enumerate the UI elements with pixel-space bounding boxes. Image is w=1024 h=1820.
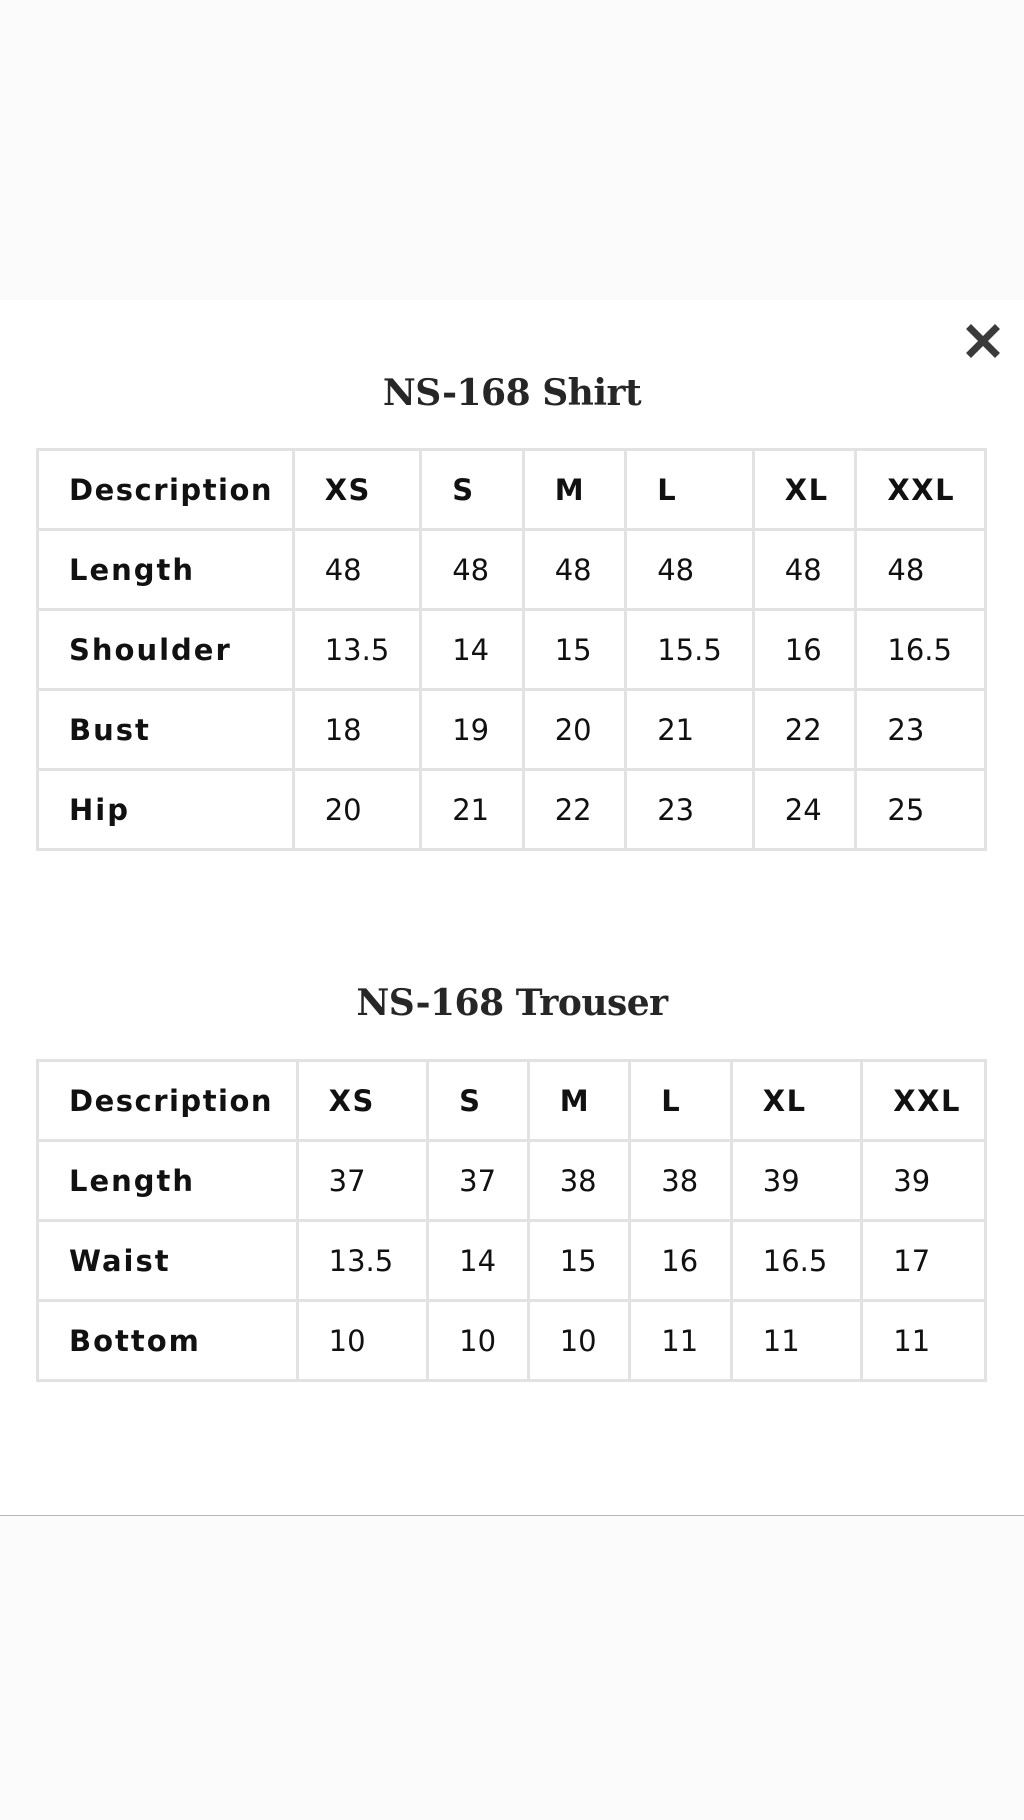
header-cell-l: L [630,1061,732,1141]
table-cell: 48 [293,530,421,610]
table-cell: 10 [297,1301,428,1381]
header-cell-xxl: XXL [862,1061,986,1141]
header-cell-description: Description [38,450,294,530]
table-cell: 14 [428,1221,529,1301]
table-cell: 14 [421,610,524,690]
header-cell-m: M [523,450,626,530]
shirt-size-table [36,448,987,851]
table-row [38,770,986,850]
table-cell: 37 [428,1141,529,1221]
table-header-row [38,450,986,530]
trouser-size-table [36,1059,987,1382]
table-header-row [38,1061,986,1141]
table-cell: 38 [630,1141,732,1221]
table-cell: 16.5 [731,1221,862,1301]
table-cell: 16.5 [856,610,986,690]
table-cell: 20 [523,690,626,770]
header-cell-s: S [428,1061,529,1141]
header-cell-xxl: XXL [856,450,986,530]
table-cell: 17 [862,1221,986,1301]
table-cell: 48 [523,530,626,610]
table-row [38,1301,986,1381]
table-cell: 38 [528,1141,630,1221]
header-cell-xl: XL [753,450,856,530]
row-label: Hip [38,770,294,850]
table-row [38,690,986,770]
table-row [38,610,986,690]
shirt-size-chart-title: NS-168 Shirt [382,372,642,414]
table-cell: 48 [856,530,986,610]
table-cell: 13.5 [297,1221,428,1301]
header-cell-description: Description [38,1061,298,1141]
row-label: Bust [38,690,294,770]
header-cell-l: L [626,450,754,530]
table-cell: 15 [528,1221,630,1301]
row-label: Bottom [38,1301,298,1381]
table-cell: 10 [428,1301,529,1381]
table-cell: 21 [421,770,524,850]
row-label: Waist [38,1221,298,1301]
table-cell: 25 [856,770,986,850]
close-button[interactable] [962,320,1004,362]
table-row [38,530,986,610]
row-label: Length [38,1141,298,1221]
table-cell: 13.5 [293,610,421,690]
table-cell: 48 [421,530,524,610]
table-cell: 37 [297,1141,428,1221]
trouser-size-chart-title: NS-168 Trouser [356,982,668,1024]
header-cell-s: S [421,450,524,530]
table-cell: 11 [630,1301,732,1381]
table-cell: 10 [528,1301,630,1381]
table-cell: 22 [523,770,626,850]
header-cell-xs: XS [293,450,421,530]
table-cell: 39 [862,1141,986,1221]
table-cell: 11 [731,1301,862,1381]
close-icon [962,320,1004,362]
table-cell: 21 [626,690,754,770]
table-cell: 23 [626,770,754,850]
table-row [38,1221,986,1301]
table-cell: 11 [862,1301,986,1381]
table-cell: 22 [753,690,856,770]
table-row [38,1141,986,1221]
table-cell: 16 [753,610,856,690]
header-cell-m: M [528,1061,630,1141]
table-cell: 48 [753,530,856,610]
table-cell: 19 [421,690,524,770]
table-cell: 15 [523,610,626,690]
row-label: Shoulder [38,610,294,690]
table-cell: 39 [731,1141,862,1221]
header-cell-xs: XS [297,1061,428,1141]
header-cell-xl: XL [731,1061,862,1141]
table-cell: 20 [293,770,421,850]
table-cell: 18 [293,690,421,770]
table-cell: 23 [856,690,986,770]
row-label: Length [38,530,294,610]
table-cell: 48 [626,530,754,610]
table-cell: 16 [630,1221,732,1301]
table-cell: 15.5 [626,610,754,690]
table-cell: 24 [753,770,856,850]
